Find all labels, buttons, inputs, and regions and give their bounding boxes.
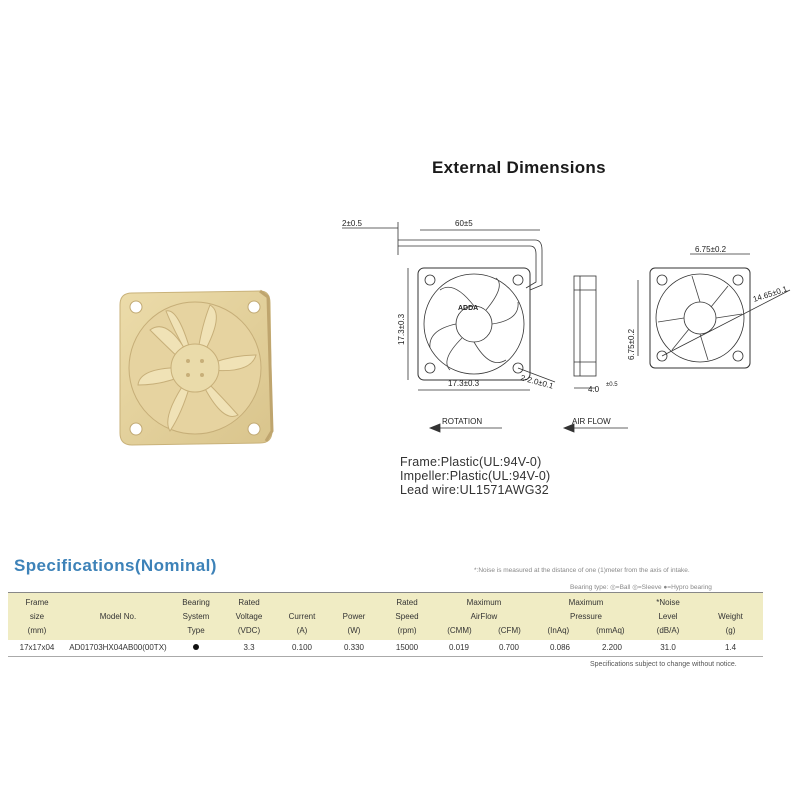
dim-holes: 2-2.0±0.1 <box>519 373 555 391</box>
cell-frame-size: 17x17x04 <box>19 643 55 652</box>
cell-model: AD01703HX04AB00(00TX) <box>69 643 167 652</box>
dim-wire-offset: 2±0.5 <box>342 219 362 228</box>
impeller-material: Impeller:Plastic(UL:94V-0) <box>400 469 551 483</box>
specs-table <box>8 592 763 657</box>
cell-cfm: 0.700 <box>498 643 520 652</box>
header-noise: *Noise Level (dB/A) <box>656 598 680 635</box>
cell-cmm: 0.019 <box>448 643 470 652</box>
cell-voltage: 3.3 <box>243 643 255 652</box>
dim-thickness: 4.0 <box>588 385 600 394</box>
cell-inaq: 0.086 <box>549 643 571 652</box>
header-power: Power (W) <box>342 612 366 635</box>
logo-text: ADDA <box>458 305 479 312</box>
header-weight: Weight (g) <box>718 612 743 635</box>
section-title: External Dimensions <box>432 158 606 177</box>
header-cmm: (CMM) <box>447 626 472 635</box>
header-cfm: (CFM) <box>498 626 521 635</box>
dim-hole-pitch-top: 6.75±0.2 <box>695 245 727 254</box>
cell-noise: 31.0 <box>660 643 676 652</box>
fan-photo <box>110 285 280 455</box>
bearing-legend: Bearing type: ◎=Ball ◎=Sleeve ●=Hypro bearing <box>570 584 712 591</box>
header-inaq: (InAq) <box>547 626 570 635</box>
frame-material: Frame:Plastic(UL:94V-0) <box>400 455 542 469</box>
dim-thickness-tol: ±0.5 <box>606 382 618 388</box>
header-model: Model No. <box>99 612 137 621</box>
header-airflow: Maximum AirFlow (CMM) (CFM) <box>434 592 534 640</box>
cell-power: 0.330 <box>343 643 365 652</box>
header-pressure: Maximum Pressure (InAq) (mmAq) <box>534 592 638 640</box>
cell-current: 0.100 <box>291 643 313 652</box>
spec-footnote: Specifications subject to change without notice. <box>590 661 737 668</box>
cell-weight: 1.4 <box>724 643 737 652</box>
dim-hole-pitch-side: 6.75±0.2 <box>627 328 636 360</box>
cell-bearing <box>170 640 222 657</box>
hypro-bearing-icon <box>193 644 199 650</box>
dim-height: 17.3±0.3 <box>397 313 406 345</box>
table-divider <box>8 592 763 593</box>
lead-wire-material: Lead wire:UL1571AWG32 <box>400 483 549 497</box>
table-header-row <box>8 592 763 640</box>
rotation-label: ROTATION <box>442 417 483 426</box>
cell-mmaq: 2.200 <box>601 643 623 652</box>
cell-speed: 15000 <box>395 643 419 652</box>
dimension-drawing <box>330 210 800 440</box>
header-frame-size: Frame size (mm) <box>25 598 49 635</box>
dim-width: 17.3±0.3 <box>448 379 480 388</box>
header-bearing: Bearing System Type <box>182 598 210 635</box>
header-voltage: Rated Voltage (VDC) <box>235 598 263 635</box>
header-speed: Rated Speed (rpm) <box>395 598 419 635</box>
noise-note: *:Noise is measured at the distance of one (1)meter from the axis of intake. <box>474 567 690 574</box>
airflow-label: AIR FLOW <box>572 417 611 426</box>
dim-diagonal: 14.65±0.1 <box>751 284 789 304</box>
header-mmaq: (mmAq) <box>596 626 625 635</box>
header-current: Current (A) <box>288 612 316 635</box>
dim-wire-length: 60±5 <box>455 219 473 228</box>
table-row <box>8 640 763 657</box>
specs-title: Specifications(Nominal) <box>14 556 217 575</box>
